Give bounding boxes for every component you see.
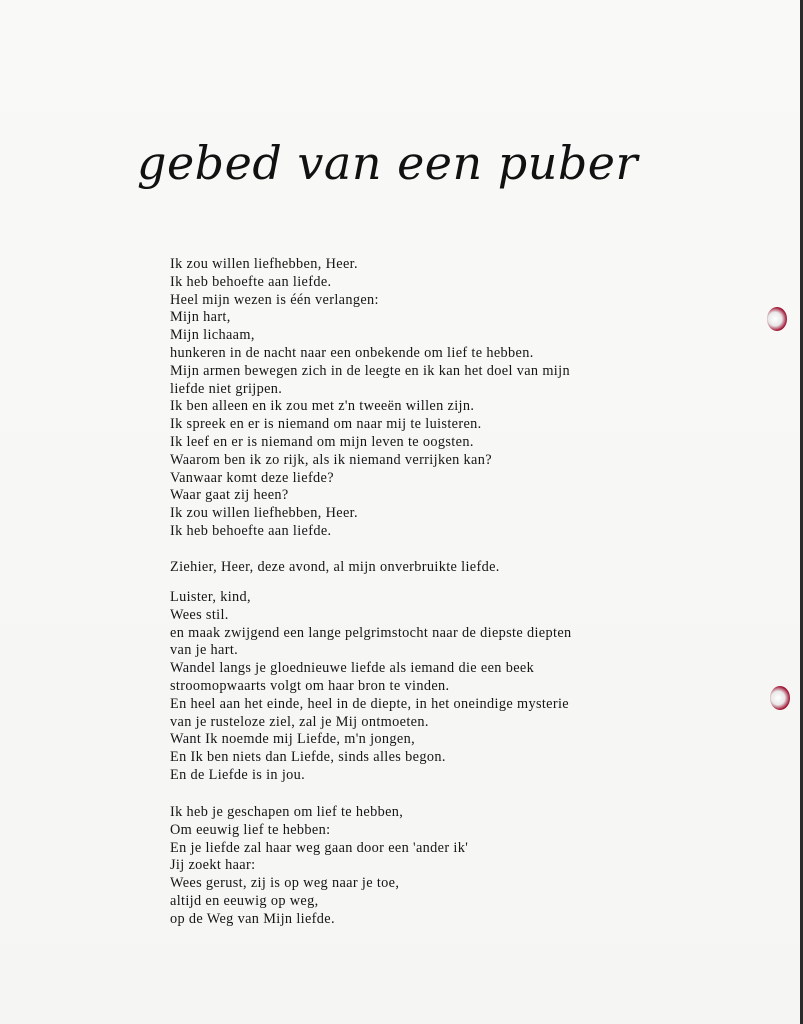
poem-line: Waar gaat zij heen? [170, 487, 289, 504]
poem-line: Wees stil. [170, 606, 229, 623]
stanza-1 [170, 256, 570, 541]
stanza-4 [170, 804, 468, 929]
binder-hole [770, 686, 790, 710]
stanza-3 [170, 589, 572, 785]
poem-line: en maak zwijgend een lange pelgrimstocht naar de diepste diepten [170, 624, 572, 641]
poem-line: Ik zou willen liefhebben, Heer. [170, 505, 358, 522]
stanza-2 [170, 559, 500, 577]
poem-line: Ik heb behoefte aan liefde. [170, 522, 332, 539]
binder-hole [767, 307, 787, 331]
poem-line: En heel aan het einde, heel in de diepte, in het oneindige mysterie [170, 695, 570, 712]
poem-line: Mijn armen bewegen zich in de leegte en ik kan het doel van mijn [170, 362, 570, 379]
poem-line: Om eeuwig lief te hebben: [170, 821, 331, 838]
poem-line: Heel mijn wezen is één verlangen: [170, 291, 379, 308]
poem-line: van je hart. [170, 642, 239, 659]
poem-line: Ik spreek en er is niemand om naar mij te luisteren. [170, 416, 482, 433]
poem-line: altijd en eeuwig op weg, [170, 892, 319, 909]
poem-line: Vanwaar komt deze liefde? [170, 469, 334, 486]
poem-line: En je liefde zal haar weg gaan door een 'ander ik' [170, 839, 469, 856]
poem-line: Ik heb behoefte aan liefde. [170, 273, 332, 290]
poem-line: hunkeren in de nacht naar een onbekende om lief te hebben. [170, 344, 534, 361]
poem-line: Ik heb je geschapen om lief te hebben, [170, 804, 404, 820]
poem-line: liefde niet grijpen. [170, 380, 283, 397]
poem-line: Ik ben alleen en ik zou met z'n tweeën willen zijn. [170, 398, 475, 415]
poem-line: Ik leef en er is niemand om mijn leven te oogsten. [170, 433, 474, 450]
poem-line: En de Liefde is in jou. [170, 766, 306, 783]
poem-line: Ik zou willen liefhebben, Heer. [170, 256, 358, 272]
poem-line: Jij zoekt haar: [170, 857, 256, 874]
poem-line: Wees gerust, zij is op weg naar je toe, [170, 875, 400, 892]
poem-line: van je rusteloze ziel, zal je Mij ontmoeten. [170, 713, 429, 730]
poem-line: Want Ik noemde mij Liefde, m'n jongen, [170, 731, 416, 748]
poem-line: Ziehier, Heer, deze avond, al mijn onverbruikte liefde. [170, 559, 500, 575]
poem-line: En Ik ben niets dan Liefde, sinds alles begon. [170, 749, 446, 766]
poem-line: Mijn hart, [170, 309, 231, 326]
poem-line: Waarom ben ik zo rijk, als ik niemand verrijken kan? [170, 451, 492, 468]
poem-line: stroomopwaarts volgt om haar bron te vinden. [170, 677, 450, 694]
poem-title: gebed van een puber [137, 136, 638, 190]
poem-line: Luister, kind, [170, 589, 251, 605]
poem-line: op de Weg van Mijn liefde. [170, 910, 335, 927]
poem-line: Mijn lichaam, [170, 327, 255, 344]
poem-line: Wandel langs je gloednieuwe liefde als iemand die een beek [170, 660, 535, 677]
